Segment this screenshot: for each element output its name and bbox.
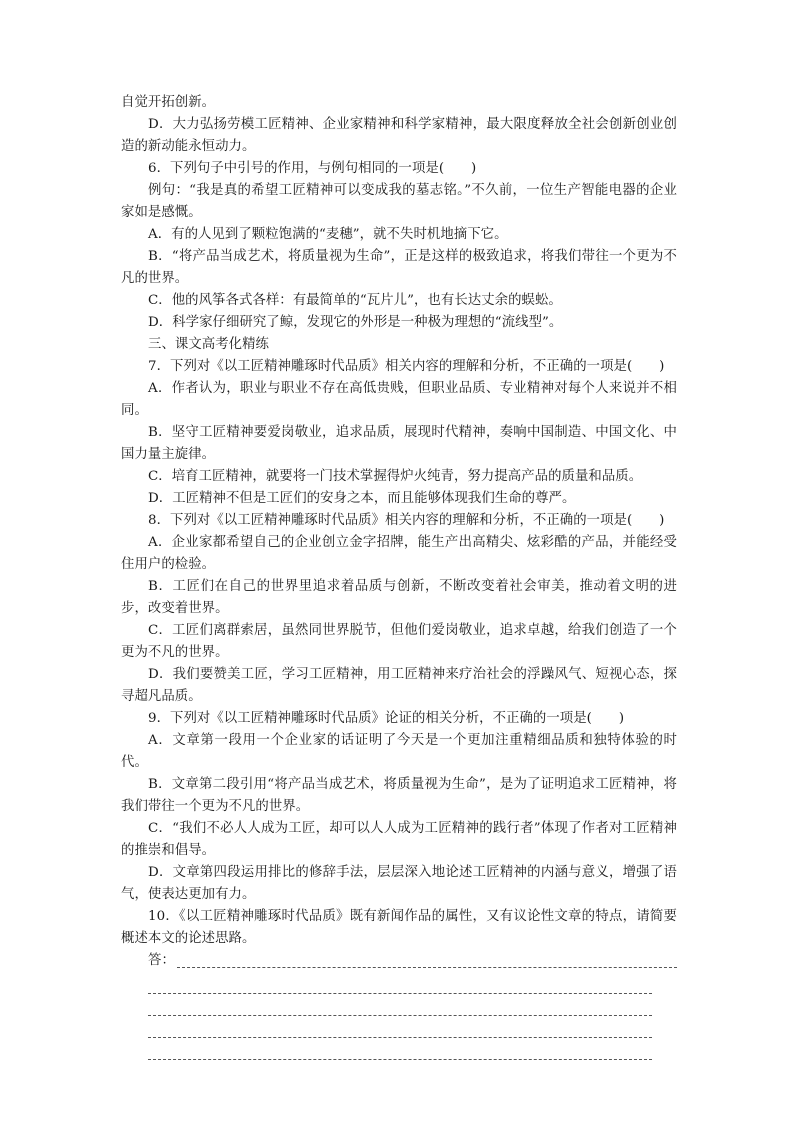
paragraph: 9．下列对《以工匠精神雕琢时代品质》论证的相关分析，不正确的一项是( )	[148, 711, 625, 726]
answer-lines[interactable]	[121, 972, 677, 1060]
paragraph: A．企业家都希望自己的企业创立金字招牌，能生产出高精尖、炫彩酷的产品，并能经受住用户的检验。	[121, 535, 677, 572]
answer-area[interactable]	[121, 950, 677, 1060]
question-text	[121, 92, 677, 950]
answer-dotted-line[interactable]	[148, 994, 652, 1016]
paragraph: B．坚守工匠精神要爱岗敬业，追求品质，展现时代精神，奏响中国制造、中国文化、中国力量主旋律。	[121, 425, 677, 462]
paragraph: D．大力弘扬劳模工匠精神、企业家精神和科学家精神，最大限度释放全社会创新创业创造的新动能永恒动力。	[121, 117, 677, 154]
paragraph: 例句：“我是真的希望工匠精神可以变成我的墓志铭。”不久前，一位生产智能电器的企业家如是感慨。	[121, 183, 677, 220]
paragraph: B．“将产品当成艺术，将质量视为生命”，正是这样的极致追求，将我们带往一个更为不凡的世界。	[121, 249, 677, 286]
exam-page	[121, 92, 677, 1060]
answer-dotted-line[interactable]	[148, 1016, 652, 1038]
paragraph: C．培育工匠精神，就要将一门技术掌握得炉火纯青，努力提高产品的质量和品质。	[148, 469, 643, 484]
paragraph: 6．下列句子中引号的作用，与例句相同的一项是( )	[148, 161, 477, 176]
paragraph: D．文章第四段运用排比的修辞手法，层层深入地论述工匠精神的内涵与意义，增强了语气，使表达更加有力。	[121, 865, 677, 902]
paragraph: 10．《以工匠精神雕琢时代品质》既有新闻作品的属性，又有议论性文章的特点，请简要概述本文的论述思路。	[121, 909, 677, 946]
paragraph: D．我们要赞美工匠，学习工匠精神，用工匠精神来疗治社会的浮躁风气、短视心态，探寻超凡品质。	[121, 667, 677, 704]
answer-dotted-line[interactable]	[177, 953, 677, 968]
paragraph: D．科学家仔细研究了鲸，发现它的外形是一种极为理想的“流线型”。	[148, 315, 563, 330]
paragraph: C．“我们不必人人成为工匠，却可以人人成为工匠精神的践行者”体现了作者对工匠精神的推崇和倡导。	[121, 821, 677, 858]
paragraph: D．工匠精神不但是工匠们的安身之本，而且能够体现我们生命的尊严。	[148, 491, 576, 506]
paragraph: 自觉开拓创新。	[121, 95, 216, 110]
paragraph: A．文章第一段用一个企业家的话证明了今天是一个更加注重精细品质和独特体验的时代。	[121, 733, 677, 770]
paragraph: B．工匠们在自己的世界里追求着品质与创新，不断改变着社会审美，推动着文明的进步，改变着世界。	[121, 579, 677, 616]
paragraph: B．文章第二段引用“将产品当成艺术，将质量视为生命”，是为了证明追求工匠精神，将我们带往一个更为不凡的世界。	[121, 777, 677, 814]
paragraph: C．工匠们离群索居，虽然同世界脱节，但他们爱岗敬业，追求卓越，给我们创造了一个更为不凡的世界。	[121, 623, 677, 660]
paragraph: A．作者认为，职业与职业不存在高低贵贱，但职业品质、专业精神对每个人来说并不相同。	[121, 381, 677, 418]
answer-dotted-line[interactable]	[148, 1038, 652, 1060]
paragraph: 8．下列对《以工匠精神雕琢时代品质》相关内容的理解和分析，不正确的一项是( )	[148, 513, 665, 528]
answer-first-line[interactable]	[121, 950, 677, 972]
paragraph: 三、课文高考化精练	[148, 337, 269, 352]
paragraph: C．他的风筝各式各样：有最简单的“瓦片儿”，也有长达丈余的蜈蚣。	[148, 293, 562, 308]
paragraph: A．有的人见到了颗粒饱满的“麦穗”，就不失时机地摘下它。	[148, 227, 508, 242]
paragraph: 7．下列对《以工匠精神雕琢时代品质》相关内容的理解和分析，不正确的一项是( )	[148, 359, 665, 374]
answer-label: 答：	[148, 953, 175, 968]
answer-dotted-line[interactable]	[148, 972, 652, 994]
